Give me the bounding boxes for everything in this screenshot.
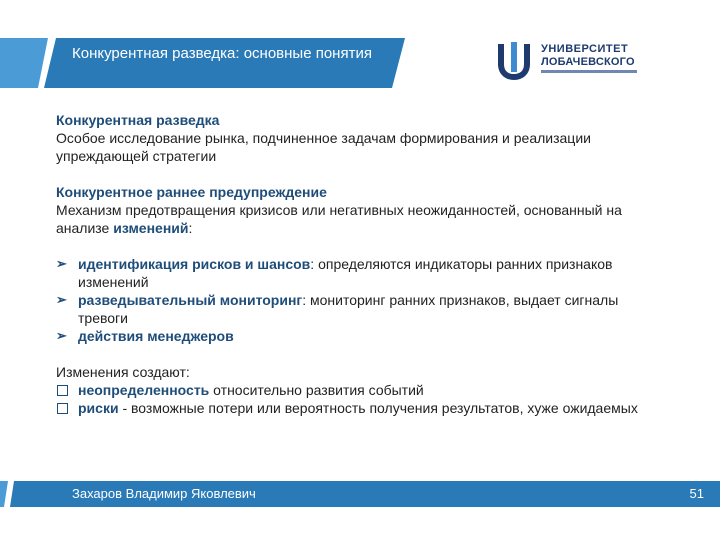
- bullet-term: действия менеджеров: [78, 328, 234, 344]
- definition-text: [56, 201, 656, 237]
- university-logo: [494, 40, 654, 84]
- arrow-bullet-icon: ➢: [56, 256, 67, 271]
- logo-text-line2: ЛОБАЧЕВСКОГО: [541, 56, 635, 68]
- arrow-bullet-icon: ➢: [56, 328, 67, 343]
- bullet-text: : мониторинг ранних признаков, выдает сигналы тревоги: [78, 292, 619, 326]
- logo-subline: [541, 70, 637, 73]
- definition-text-part: :: [188, 220, 193, 236]
- checkbox-bullet-icon: [57, 403, 68, 414]
- list-item: [56, 381, 656, 399]
- slide-content: [56, 111, 656, 417]
- page-title: Конкурентная разведка: основные понятия: [72, 45, 372, 62]
- list-item: [56, 291, 656, 327]
- checkbox-bullet-icon: [57, 385, 68, 396]
- list-item: [56, 399, 656, 417]
- definition-title: Конкурентное раннее предупреждение: [56, 184, 327, 200]
- changes-intro: Изменения создают:: [56, 364, 190, 380]
- bullet-term: разведывательный мониторинг: [78, 292, 303, 308]
- footer-author: Захаров Владимир Яковлевич: [72, 486, 256, 501]
- definition-text-part: Механизм предотвращения кризисов или негативных неожиданностей, основанный на анализе: [56, 202, 622, 236]
- logo-text-line1: УНИВЕРСИТЕТ: [541, 43, 629, 55]
- list-item: [56, 255, 656, 291]
- page-number: 51: [689, 486, 704, 501]
- changes-block: [56, 363, 656, 417]
- list-item: [56, 327, 656, 345]
- bullet-term: неопределенность: [78, 382, 210, 398]
- bullet-text: - возможные потери или вероятность получения результатов, хуже ожидаемых: [118, 400, 638, 416]
- definition-text: Особое исследование рынка, подчиненное задачам формирования и реализации упреждающей стратегии: [56, 130, 591, 164]
- bullet-text: : определяются индикаторы ранних признаков изменений: [78, 256, 613, 290]
- definition-block-2: [56, 183, 656, 237]
- university-logo-icon: [494, 40, 534, 80]
- bullet-term: идентификация рисков и шансов: [78, 256, 311, 272]
- definition-block-1: [56, 111, 656, 165]
- arrow-bullet-list: [56, 255, 656, 345]
- bullet-text: относительно развития событий: [209, 382, 424, 398]
- definition-term: изменений: [113, 220, 189, 236]
- arrow-bullet-icon: ➢: [56, 292, 67, 307]
- bullet-term: риски: [78, 400, 119, 416]
- definition-title: Конкурентная разведка: [56, 112, 220, 128]
